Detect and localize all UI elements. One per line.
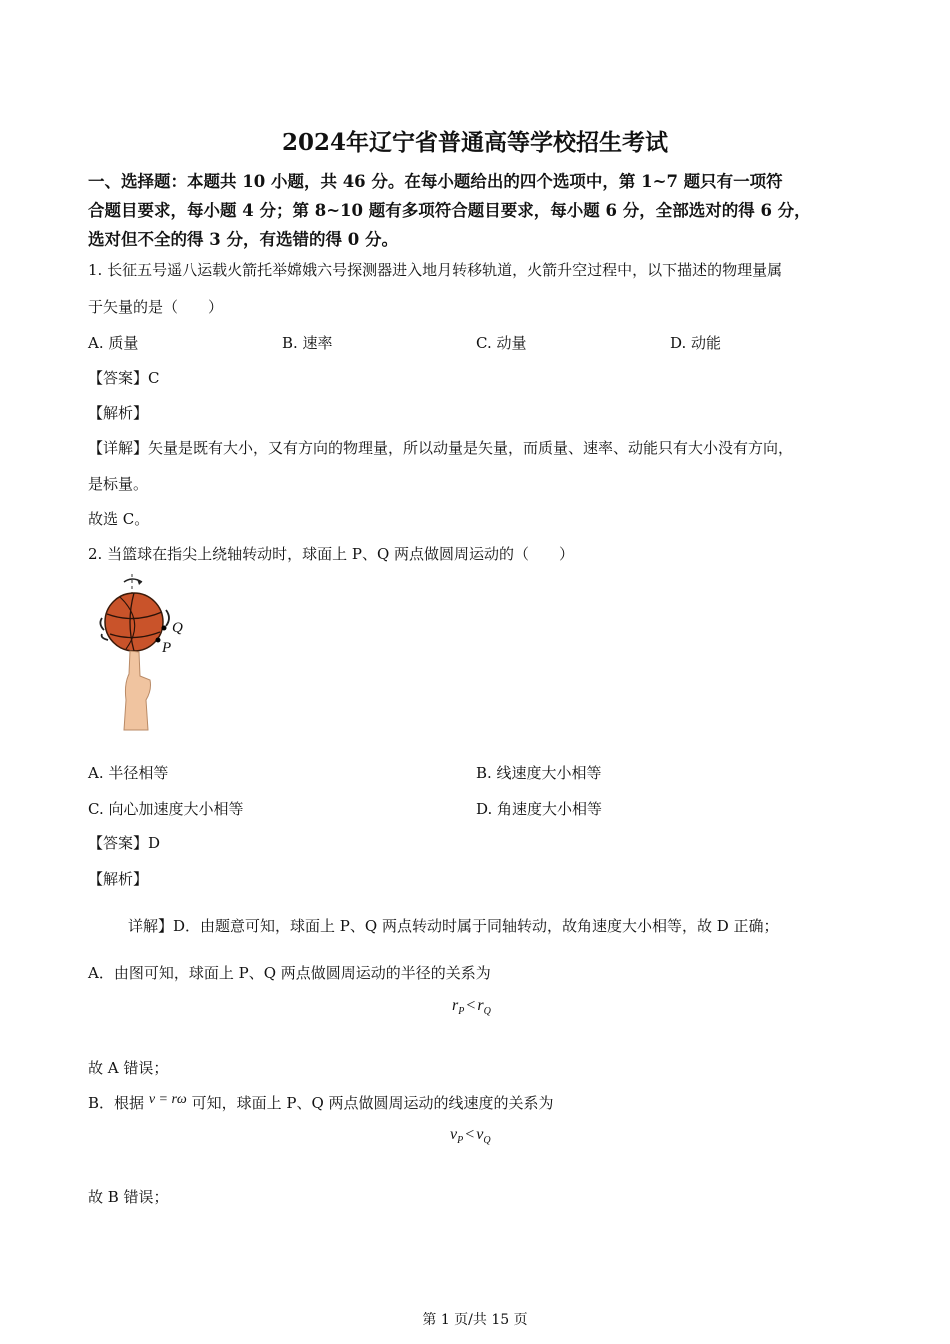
q2-stem: 2. 当篮球在指尖上绕轴转动时，球面上 P、Q 两点做圆周运动的（ ） xyxy=(88,545,575,563)
q1-option-b: B. 速率 xyxy=(282,334,333,352)
q1-conclusion: 故选 C。 xyxy=(88,510,150,528)
q1-stem-line-1: 1. 长征五号遥八运载火箭托举嫦娥六号探测器进入地月转移轨道，火箭升空过程中，以下描述的物理量属 xyxy=(88,261,783,279)
q1-stem-line-2: 于矢量的是（ ） xyxy=(88,298,224,316)
q2-b-wrong: 故 B 错误； xyxy=(88,1188,169,1206)
q2-answer: 【答案】D xyxy=(88,834,161,852)
basketball-figure xyxy=(96,572,196,732)
formula-b-rhs-sub: Q xyxy=(483,1135,491,1147)
formula-b-rhs: v xyxy=(476,1126,484,1143)
q1-option-a: A. 质量 xyxy=(88,334,139,352)
q2-analysis-label: 【解析】 xyxy=(88,870,149,888)
spinning-basketball-icon xyxy=(96,572,196,732)
formula-a-lhs: r xyxy=(452,997,459,1014)
page-footer: 第 1 页/共 15 页 xyxy=(422,1312,528,1328)
section-header xyxy=(88,167,888,254)
q2-option-d: D. 角速度大小相等 xyxy=(476,800,603,818)
figure-label-p: P xyxy=(162,640,172,656)
section-line-1: 一、选择题：本题共 10 小题，共 46 分。在每小题给出的四个选项中，第 1~7 题只有一项符 xyxy=(88,172,783,191)
formula-b-op: < xyxy=(465,1126,475,1143)
q1-detail-line-1: 【详解】矢量是既有大小，又有方向的物理量，所以动量是矢量，而质量、速率、动能只有大小没有方向， xyxy=(88,439,794,457)
q1-answer: 【答案】C xyxy=(88,369,160,387)
detail-b-post: 可知，球面上 P、Q 两点做圆周运动的线速度的关系为 xyxy=(191,1094,554,1112)
formula-a-rhs-sub: Q xyxy=(483,1006,491,1018)
formula-a-lhs-sub: P xyxy=(458,1006,465,1018)
q2-option-b: B. 线速度大小相等 xyxy=(476,764,602,782)
q2-detail-a: A．由图可知，球面上 P、Q 两点做圆周运动的半径的关系为 xyxy=(88,964,491,982)
detail-b-formula: v = rω xyxy=(148,1092,187,1107)
figure-label-q: Q xyxy=(172,620,183,636)
formula-a-op: < xyxy=(466,997,476,1014)
q2-detail-b xyxy=(88,1092,554,1113)
formula-radius xyxy=(452,997,491,1017)
section-line-3: 选对但不全的得 3 分，有选错的得 0 分。 xyxy=(88,230,398,249)
formula-b-lhs-sub: P xyxy=(457,1135,464,1147)
q2-detail-d: 详解】D．由题意可知，球面上 P、Q 两点转动时属于同轴转动，故角速度大小相等，故 D 正确； xyxy=(128,917,779,935)
q2-option-c: C. 向心加速度大小相等 xyxy=(88,800,244,818)
q1-analysis-label: 【解析】 xyxy=(88,404,149,422)
page-title: 2024年辽宁省普通高等学校招生考试 xyxy=(281,129,668,156)
formula-b-lhs: v xyxy=(450,1126,458,1143)
q1-detail-line-2: 是标量。 xyxy=(88,475,149,493)
detail-b-pre: B．根据 xyxy=(88,1094,145,1112)
q2-a-wrong: 故 A 错误； xyxy=(88,1059,169,1077)
section-line-2: 合题目要求，每小题 4 分；第 8~10 题有多项符合题目要求，每小题 6 分，全部选对的得 6 分， xyxy=(88,201,811,220)
formula-velocity xyxy=(450,1126,491,1146)
q1-option-c: C. 动量 xyxy=(476,334,527,352)
q2-option-a: A. 半径相等 xyxy=(88,764,169,782)
q1-option-d: D. 动能 xyxy=(670,334,722,352)
formula-a-rhs: r xyxy=(477,997,484,1014)
